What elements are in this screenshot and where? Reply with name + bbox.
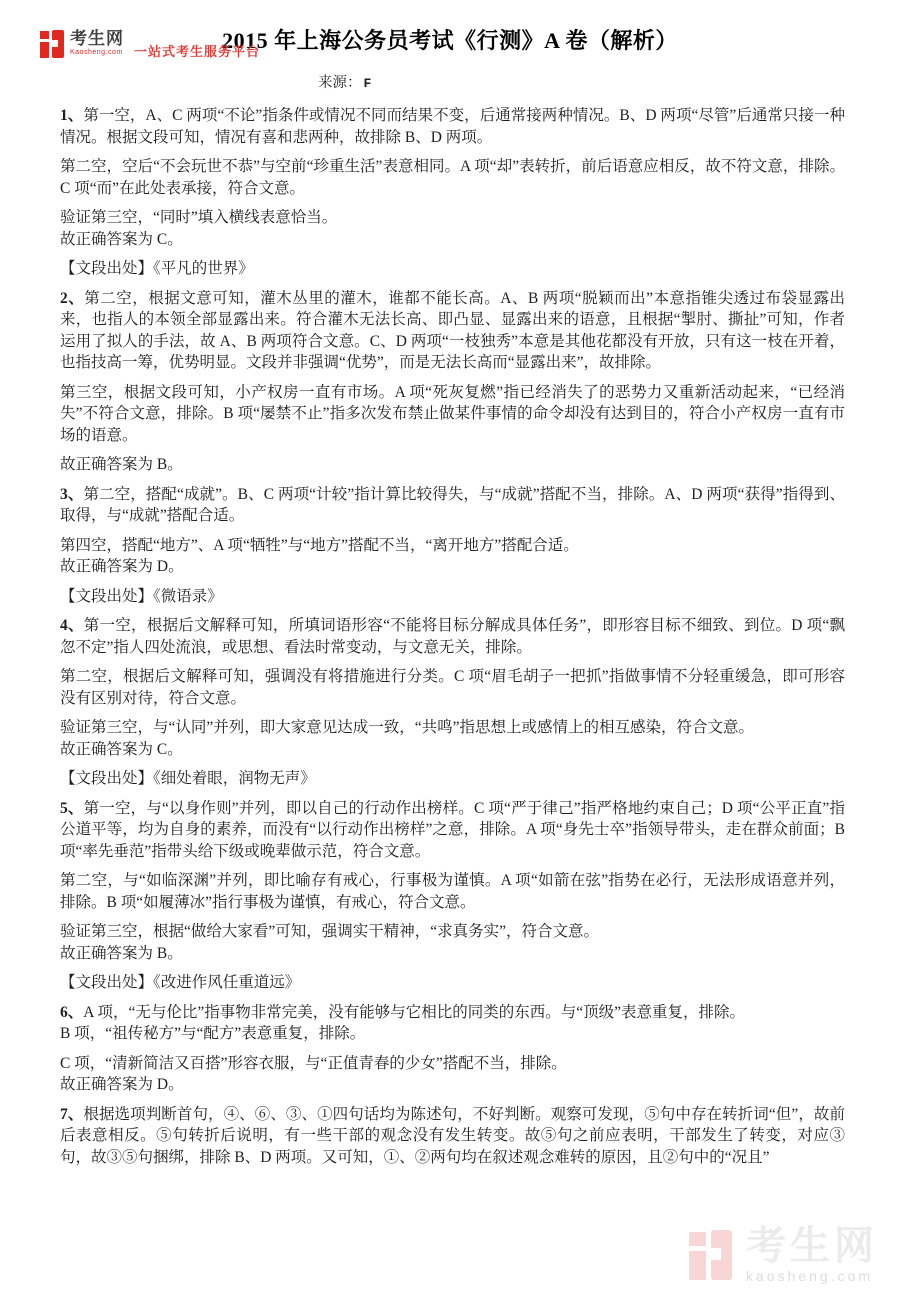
source-note <box>60 586 845 608</box>
paragraph-q2 <box>60 288 845 374</box>
source-line <box>318 71 900 92</box>
item-number: 1、 <box>60 107 84 124</box>
paragraph <box>60 382 845 447</box>
paragraph-text: C 项，“清新简洁又百搭”形容衣服，与“正值青春的少女”搭配不当，排除。 <box>60 1054 567 1072</box>
paragraph-text: 【文段出处】《细处着眼，润物无声》 <box>60 770 316 787</box>
logo-name: 考生网 <box>70 29 124 48</box>
document-title: 2015 年上海公务员考试《行测》A 卷（解析） <box>222 28 678 53</box>
paragraph-text: 第一空，A、C 两项“不论”指条件或情况不同而结果不变，后通常接两种情况。B、D 两项“尽管”后通常只接一种情况。根据文段可知，情况有喜和悲两种，故排除 B、D 两项。 <box>60 107 845 146</box>
answer-line <box>60 943 845 965</box>
item-number: 3、 <box>60 485 84 503</box>
paragraph-text: 第二空，空后“不会玩世不恭”与空前“珍重生活”表意相同。A 项“却”表转折，前后语意应相反，故不符文意，排除。C 项“而”在此处表承接，符合文意。 <box>60 158 845 197</box>
document-page <box>0 24 900 1297</box>
paragraph-text: 【文段出处】《改进作风任重道远》 <box>60 974 301 991</box>
paragraph <box>60 1023 845 1045</box>
paragraph-text: 验证第三空，“同时”填入横线表意恰当。 <box>60 209 338 226</box>
paragraph-text: 第二空，根据文意可知，灌木丛里的灌木，谁都不能长高。A、B 两项“脱颖而出”本意指锥尖透过布袋显露出来，也指人的本领全部显露出来。符合灌木无法长高、即凸显、显露出来的语意，且根据“掣肘、撕扯”可知，作者运用了拟人的手法，故 A、B 两项符合文意。C、D 两项“一枝独秀”本意是其他花都没有开放，只有这一枝在开着，也指技高一筹，优势明显。文段并非强调“优势”，而是无法长高而“显露出来”，故排除。 <box>60 289 845 371</box>
paragraph-text: 第四空，搭配“地方”、A 项“牺牲”与“地方”搭配不当，“离开地方”搭配合适。 <box>60 536 579 554</box>
paragraph <box>60 717 845 739</box>
watermark <box>689 1226 878 1283</box>
answer-line <box>60 229 845 251</box>
source-note <box>60 972 845 994</box>
answer-line <box>60 739 845 761</box>
kaosheng-logo <box>70 30 124 56</box>
paragraph <box>60 921 845 943</box>
paragraph-text: 故正确答案为 D。 <box>60 1076 184 1093</box>
paragraph <box>60 666 845 709</box>
paragraph <box>60 207 845 229</box>
paragraph-text: 验证第三空，根据“做给大家看”可知，强调实干精神，“求真务实”，符合文意。 <box>60 923 600 940</box>
paragraph-text: 第二空，搭配“成就”。B、C 两项“计较”指计算比较得失，与“成就”搭配不当，排除。A、D 两项“获得”指得到、取得，与“成就”搭配合适。 <box>60 485 845 524</box>
source-value: F <box>363 76 372 91</box>
paragraph-q4 <box>60 615 845 658</box>
watermark-text-block <box>746 1226 878 1283</box>
logo-domain: Kaosheng.com <box>70 49 123 56</box>
paragraph-text: 第一空，与“以身作则”并列，即以自己的行动作出榜样。C 项“严于律己”指严格地约束自己；D 项“公平正直”指公道平等，均为自身的素养，而没有“以行动作出榜样”之意，排除。A 项“身先士卒”指领导带头，走在群众前面；B 项“率先垂范”指带头给下级或晚辈做示范，符合文意。 <box>60 799 845 860</box>
document-body <box>0 92 900 1168</box>
paragraph-text: B 项，“祖传秘方”与“配方”表意重复，排除。 <box>60 1025 366 1042</box>
paragraph <box>60 535 845 557</box>
paragraph <box>60 156 845 199</box>
paragraph-text: 【文段出处】《微语录》 <box>60 587 223 605</box>
paragraph-q1 <box>60 105 845 148</box>
paragraph-text: 根据选项判断首句，④、⑥、③、①四句话均为陈述句，不好判断。观察可发现，⑤句中存在转折词“但”，故前后表意相反。⑤句转折后说明，有一些干部的观念没有发生转变。故⑤句之前应表明，干部发生了转变，对应③句，故③⑤句捆绑，排除 B、D 两项。又可知，①、②两句均在叙述观念难转的原因，且②句中的“况且” <box>60 1105 845 1166</box>
answer-line <box>60 556 845 578</box>
paragraph-text: 第二空，与“如临深渊”并列，即比喻存有戒心，行事极为谨慎。A 项“如箭在弦”指势在必行，无法形成语意并列，排除。B 项“如履薄冰”指行事极为谨慎，有戒心，符合文意。 <box>60 872 845 911</box>
paragraph-text: 故正确答案为 C。 <box>60 230 183 248</box>
item-number: 4、 <box>60 617 84 634</box>
paragraph-text: A 项，“无与伦比”指事物非常完美，没有能够与它相比的同类的东西。与“顶级”表意重复，排除。 <box>83 1003 746 1021</box>
paragraph-text: 第二空，根据后文解释可知，强调没有将措施进行分类。C 项“眉毛胡子一把抓”指做事情不分轻重缓急，即可形容没有区别对待，符合文意。 <box>60 668 845 707</box>
paragraph-q7 <box>60 1104 845 1169</box>
watermark-logo-icon <box>689 1230 736 1280</box>
item-number: 7、 <box>60 1105 84 1123</box>
site-header <box>40 30 260 60</box>
answer-line <box>60 454 845 476</box>
watermark-name: 考生网 <box>746 1224 878 1268</box>
source-label: 来源： <box>318 75 362 91</box>
item-number: 6、 <box>60 1003 84 1021</box>
paragraph-text: 故正确答案为 B。 <box>60 456 183 473</box>
paragraph-q6 <box>60 1002 845 1024</box>
paragraph-text: 第一空，根据后文解释可知，所填词语形容“不能将目标分解成具体任务”，即形容目标不细致、到位。D 项“飘忽不定”指人四处流浪，或思想、看法时常变动，与文意无关，排除。 <box>60 617 845 656</box>
watermark-domain: kaosheng.com <box>746 1268 874 1284</box>
paragraph <box>60 870 845 913</box>
paragraph-text: 故正确答案为 B。 <box>60 944 183 962</box>
paragraph <box>60 1053 845 1075</box>
paragraph-text: 第三空，根据文段可知，小产权房一直有市场。A 项“死灰复燃”指已经消失了的恶势力又重新活动起来，“已经消失”不符合文意，排除。B 项“屡禁不止”指多次发布禁止做某件事情的命令却没有达到目的，符合小产权房一直有市场的语意。 <box>60 383 845 444</box>
item-number: 2、 <box>60 289 85 307</box>
paragraph-text: 【文段出处】《平凡的世界》 <box>60 260 254 277</box>
kaosheng-logo-icon <box>40 30 65 58</box>
answer-line <box>60 1074 845 1096</box>
source-note <box>60 768 845 790</box>
paragraph-text: 故正确答案为 D。 <box>60 558 184 575</box>
paragraph-text: 故正确答案为 C。 <box>60 740 183 758</box>
source-note <box>60 258 845 280</box>
paragraph-q5 <box>60 798 845 863</box>
paragraph-text: 验证第三空，与“认同”并列，即大家意见达成一致，“共鸣”指思想上或感情上的相互感染，符合文意。 <box>60 719 755 736</box>
logo-tagline: 一站式考生服务平台 <box>134 44 261 59</box>
item-number: 5、 <box>60 799 84 817</box>
paragraph-q3 <box>60 484 845 527</box>
